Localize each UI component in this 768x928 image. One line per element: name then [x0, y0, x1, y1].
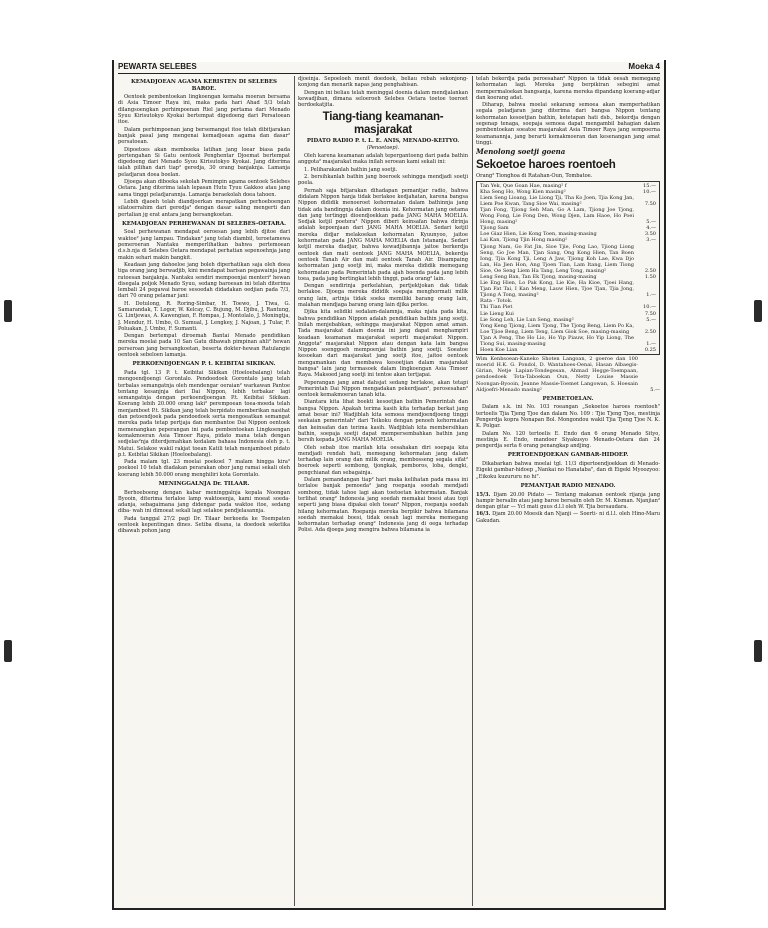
article-paragraph: Dalam perhimpoenan jang bersemangat itoe telah dibitjarakan banjak pasal jang mengenai kemadjoean agama dan dasar² persatoean. [118, 126, 290, 146]
donation-donor: Thi Tian Piet [480, 304, 513, 311]
list-item: 1. Peliharakanlah bathin jang soetji. [304, 166, 398, 173]
donation-row [480, 335, 656, 347]
article-paragraph: Djoega akan diboeka sekolah Pemimpin agama oentoek Selebes Oetara. Jang diterima ialah lepasan Hutu Tyuu Gakkoo atau jang sama tinggi peladjarannja. Lamanja beraekolah doea tahoen. [118, 179, 290, 198]
article-paragraph: Berhoeboeng dengan kabar meninggalnja kepala Noongan Byooin, diterima terlaloe lamp waktoeenja, kami moeat soeda-adanja, sebagaimana jang didengar pada waktoe itoe, sedang diba- wah ini dimoeat sekali lagi selakoe pendjelasannja. [118, 489, 290, 515]
donation-amount: 0.25 [644, 347, 656, 354]
article-paragraph: Dengan ini beliau telah meninggal doenia dalam mendjalankan kewadjiban, dimana seloeroeh Selebes Oetara toetoe toeroet berdoekatjita. [298, 89, 468, 109]
article-paragraph: Dikabarkan bahwa moelai tgl. 11/3 dipertoendjoekkan di Menado-Eigeki gambar-hidoep „Nankai no Hanataba", dan di Eigeki Myoozyoo: „Eikoku kuzururu no hi". [476, 461, 660, 480]
newspaper-page [114, 62, 664, 908]
donation-donor: Tjiong Nam, Go Fat Jin, Sioe Tjie, Fong Lao, Tjiong Liong Seng, Go Joe Man, Tjan Sang, Ong Kong Hien, Tan Boen Iong, Tjia Kong Tji, Leng A Jaw, Tjiong Koh Lae, Kwa Djo Lan, Ha Jien Hon, Ang Tjoen Tian, Lam Itang, Liem Tiong Sioe, Oe Seng Liem Ha Tang, Leng Tong, masing² [480, 243, 634, 274]
donation-amount: 5.— [646, 316, 656, 323]
donation-donor: Lie Song Leh, Lie Lun Seng, masing² [480, 316, 574, 323]
page-number: Moeka 4 [628, 62, 660, 71]
article-heading: KEMADJOEAN AGAMA KERISTEN DI SELEBES BAROE. [130, 79, 277, 92]
article-paragraph: Orang² Tionghoa di Ratahan-Oun, Tombatoe. [476, 173, 593, 180]
donation-row [480, 323, 656, 335]
donation-donor: Yong Keng Tjiong, Liem Tjong, The Tjong Beng, Liem Po Ka, Loe Tjioe Beng, Liem Teng, Liem Giok Soe, masing-masing [480, 322, 634, 335]
donation-amount: 3.50 [644, 231, 656, 238]
donation-donor: Tjiong Sam [480, 225, 509, 232]
kicker-heading: Menolong soetji goena [476, 147, 566, 157]
program-text: Djam 20.00 Pidato — Tentang makanan oentoek rijanja jang hampir bersalin atau jang baroe bersalin oleh Dr. M. Kisman. Njanjian² dengan gitar — Ycl mati guus d.l.l oleh W. Tjia bersaudara. [476, 491, 660, 511]
article-heading: PEMBETOELAN. [542, 395, 594, 402]
donation-amount: 5.— [646, 219, 656, 226]
punch-hole-mark [4, 300, 12, 322]
headline: Tiang-tiang keamanan-masjarakat [322, 111, 444, 137]
article-paragraph: Dengan bertempat diroemah Bantai Menado pendidikan mereka moelai pada 10 San Gatu dibawah pimpinan ahli² hewan perseroan jang bersangkoetan, beserta dokter-hewan Ratulangie oentoek sebeloen lamanja. [118, 333, 290, 359]
donation-amount: 10.— [643, 188, 656, 195]
article-paragraph: Oleh sebab itoe marilah kita oesahakan diri soepaja kita mendjadi rendah hati, memegang kehormatan jang dalam terhadap lain orang dan milik orang, membosseng segala sifat² boeroek seperti sombong, tjongkak, pemboros, loba, dengki, pengchianat dan sebagainja. [298, 444, 468, 476]
header-rule [118, 73, 660, 74]
article-heading: MENINGGALNJA Dr. TILAAR. [158, 481, 250, 487]
donation-row [480, 280, 656, 298]
donation-donor: Lie Lieng Kui [480, 310, 514, 317]
donation-amount: 7.50 [644, 310, 656, 317]
donation-donor: Hoen Koe Lian [480, 347, 518, 354]
article-heading: PERTOENDJOEKAN GAMBAR-HIDOEP. [507, 452, 629, 459]
radio-program [476, 511, 660, 524]
article-paragraph: Dalam No. 120 tertoelis E. Endo dan 6 orang Menado Sityo, mestinja E. Endo, mandoer Siyakusyo Menado-Oetara dan 24 pengerdja serta 6 orang penangkap andjing. [476, 430, 660, 450]
column-rule [472, 76, 473, 906]
article-paragraph: Lebih djaoeh telah diandjoerkan merapatkan perhoeboengan silatoerrahim dari geredja² dengan dasar saling mengerti dan pertalian jg erat antara jang bersangkoetan. [118, 198, 290, 218]
newspaper-title: PEWARTA SELEBES [118, 62, 197, 71]
article-paragraph: H. Dotulong, R. Roring-Simbar, H. Toewo, J. Tiwa, G. Samarandak, T. Logor, W. Kelcay, C. Bujung, M. Djibu, J. Rantung, G. Lintjewas, A. Kawengian, F. Rompas, J. Montolalo, J. Moningtja, J. Mendur, H. Umbo, O. Sumual, J. Lengkey, J. Najoan, J. Tular, F. Poluakan, J. Umbo, F. Sumanti. [118, 300, 290, 332]
donation-donor: Leng Seng Ban, Tan Ek Tjong, masing-masing [480, 273, 597, 280]
donation-amount: 3.— [646, 237, 656, 244]
donation-row [480, 195, 656, 207]
donation-donor: Wim Kenbsoean-Kaneko Shoten Langoan, 2 goeroe dan 100 moerid H.K. G. Pondol, D. Wantahoes-Oenai, Hasan Albaegis-Girian, Netje Lapian-Tondegesan, Ahmad Hegge-Toempaan, pendoedoek Tota-Taboekan Oun, Netty Louise Massie Noongan-Byooin, Jeanne Massie-Toemet Langowan, S. Hoesain Aldjoefri-Menado masing² [476, 356, 638, 393]
article-paragraph: Pernah saja bitjarakan dihadapan pemantjar radio, bahwa didalam Nippon hanja tidak berlakoe kedjahatan, karena bangsa Nippon dididik menoeroet kehormatan dalam bathinnja jang tidak ada bandingnja dalam doenia ini. Kehormatan jang oetama dan jang tertinggi dioendjoekkan pada JANG MAHA MOELIA. Sedjak ketjil poetera² Nippon diberi keinsafan bahwa dirinja adalah kepoenjaan dari JANG MAHA MOELIA. Sedari ketjil mereka didjar melakoekan kehormatan Kyuunyoo, jaitoe kehormatan pada JANG MAHA MOELIA dan Istananja. Sedari ketjil mereka diadjar, bahwa kewadjibannja jaitoe berkerdja oentoek dan mati oentoek JANG MAHA MOELIA, bekerdja oentoek Tanah Air dan mati oentoek Tanah Air. Disampaing kehormatan jang soetji ini, maka mereka dididik memegang kehormatan pada Pemerintah pada ajah boenda pada jang lebih toea, pada jang bertingkat lebih tinggi, pada orang² lain. [298, 187, 468, 282]
article-heading: PERKOENDJOENGAN P. t. KEIBITAI SIKIKAN. [132, 361, 276, 368]
article-paragraph: Keadaan jang dahoeloe jang boleh diperhatikan saja oleh doea tiga orang jang berwadjib, kini mendapat barisan pegawainja jang ratoesan banjaknja. Nantaku sendiri mempoenjai menteri² hewan disegala poljok Menado Syuu, sedang baroesan ini telah diterima lembali 24 pegawai baroe sesoedah didadakan oedjian pada 7/3, dari 70 orang pelamar jani: [118, 261, 290, 300]
list-item: 2. bersihkanlah bathin jang boeroek sehingga mendjadi soetji poela. [298, 174, 468, 187]
column-1 [118, 76, 290, 906]
donation-table [480, 183, 656, 354]
headline: Sekoetoe haroes roentoeh [476, 159, 616, 172]
donation-row [480, 244, 656, 274]
article-paragraph: Dengan sendirinja perkelahian, pertjektjokan dak tidak berlakoe. Djoega mereka dididik soepaja menghormati milik orang lain, artinja tidak soeka memiliki barang orang lain, malahan mendjaga barang orang lain djika perloe. [298, 283, 468, 309]
article-heading: PEMANTJAR RADIO MENADO. [520, 482, 616, 489]
article-paragraph: Pada tanggal 27/2 pagi Dr. Tilaar berkoeda ke Toempaten oentoek kepentingan dines. Setiba disana, ia doedoek seketika dibawah pohon jang [118, 515, 290, 535]
article-paragraph: Pada tgl. 13 P. t. Keibitai Sikikan (Hoeloebalang) telah mengoendjoengi Gorontalo. Pendoedoek Gorontalo jang telah terbalas semangatnja oleh mendengar oeraian² warkawan Pantoe tentang kesanjnja dari Dai Nippon, lebih terbakar lagi semangatnja dengan perkoendjoengan P.t. Keibitai Sikikan. Koerang lebih 20.000 orang laki² perempoean toea-moeda telah menjamboet P.t. Sikikan jang telah berpidato memberikan nasihat dan petoendjoek pada pendoedoek serta mengoeatkan semangat mereka pada tetap pertjaja dan membantoe Dai Nippon oentoek memenangkan peperangan ini pada pembentoekan Lingkoengan kemakmoeran Asia Timoer Raya, pidato mana telah dengan sedjelas²nja diterdjemahkan kedalam bahasa Indonesia oleh p. t. Matui. Selakoe wakil rakjat toean Katili telah menjamboet pidato p.t. Keibitai Sikikan (Hoeloebalang). [118, 369, 290, 458]
donation-donor: Tjan Fong, Tjiong Seh Man, Go A Lam, Tjiong Joe Tjong, Wong Fong, Lie Fong Den, Wong Djen, Lam Haoe, Ho Poei Hong, masing² [480, 206, 634, 226]
article-paragraph: Dalam s.k. ini No. 103 roeangan „Sekoetoe haroes roentoeh" tertoelis Tjia Tjeng Tjoe dan dalam No. 109 : Tjie Tjeng Tjoe, mestinja Pengerdja kopra Nonapan Bol. Mongondou wakil Tjia Tjeng Tjoe N. K. K. Polgar. [476, 404, 660, 430]
sub-headline: PIDATO RADIO P. t. L. E. ANIS, MENADO-KEITYO. [306, 138, 460, 145]
column-rule [294, 76, 295, 906]
page-frame-bottom [112, 908, 666, 910]
donation-list [476, 181, 660, 356]
donation-outro [476, 356, 660, 393]
article-paragraph: Peperangan jang amat dahsjat sedang berlakoe, akan tetapi Pemerintah Dai Nippon mengadakan pekerdjaan², perosesahan² oentoek kemakmoeran tanah kita. [298, 379, 468, 399]
column-3 [476, 76, 660, 906]
page-header [118, 62, 660, 72]
radio-program [476, 492, 660, 511]
donation-donor: Tan Yek, Que Goan Hae, masing² f [480, 182, 567, 189]
donation-row [480, 207, 656, 225]
article-paragraph: Oleh karena keamanan adalah tepergantoeng dari pada bathin anggota² masjarakat maka inilah seroean kami sekali ini: [298, 153, 468, 166]
article-paragraph: Dipoetoes akan memboeka latihan jang loear biasa pada pertengahan Si Gatu oentoek Penghentar Djoemat bertempat digedoeng dari Menado Syuu Kirisutokyo Kyokai. Jang diterima ialah pilihan dari tiap² geredja, 30 orang banjaknja. Lamanja peladjaran doea boelan. [118, 146, 290, 178]
program-date: 16/3. [476, 511, 491, 518]
article-paragraph: Oentoek pembentoekan lingkoengan kemaha moeran bersama di Asia Timoer Raya ini, maka pada hari Ahad 5/3 telah dilangsoengkan perhimpoenan Riel jang pertama dari Menado Syuu Kirisutokyo Kyokai bertempat digedoeng dari Persatoean itoe. [118, 94, 290, 126]
donation-row [480, 347, 656, 353]
program-date: 15/3. [476, 491, 491, 498]
donation-donor: Lai Kan, Tjiong Tjin Hong masing² [480, 237, 568, 244]
donation-amount: 5.— [650, 386, 660, 393]
article-paragraph: Soal perhewanan mendapat oeroesan jang lebih djitoe dari waktoe² jang lampau. Tindakan² jang telah diambil, teroetamewa pemeroeran Nantaku memperlihatkan bahwa pertemoean d.s.b.nja di Selebes Oetara mendapat perhatian sepenoehnja jang makin sehari makin bangkit. [118, 229, 290, 261]
article-paragraph: Diharap, bahwa moelai sekarang semoea akan memperhatikan segala peladjaran jang diterima dari bangsa Nippon tentang kehormatan kesoetjian bathin, ketetapan hati dsb., bekerdja dengan segenap tenaga, soepaja semoea dapat mengambil bahagian dalam pembentoekan soeatoe masjarakat Asia Timoer Raya jang sempoerna keamanannja, jang berarti kemakmoeran dan kesenangan jang amat tinggi. [476, 102, 660, 146]
donation-amount: 1.50 [644, 273, 656, 280]
article-paragraph: djoeinja. Sepoeloeh menit doedoek, beliau rebah sekonjong-konjong dan menarik napas jang penghabisan. [298, 76, 468, 89]
donation-amount: 10.— [643, 304, 656, 311]
column-2 [298, 76, 468, 906]
donation-amount: 4.— [646, 225, 656, 232]
donation-amount: 1.— [646, 292, 656, 299]
donation-donor: Tjan A Peng, The Ho Lio, Ho Yip Piauw, Ho Yip Liong, The Tiong Sui, masing-masing [480, 334, 634, 347]
program-text: Djam 20.00 Moesik dan Njanji — Soerti- ni d.l.l. oleh Hino-Maru Gakudan. [476, 511, 660, 524]
donation-donor: Rata - Totok. [480, 298, 513, 305]
donation-amount: 1.— [646, 341, 656, 347]
article-paragraph: Pada malam tgl. 23 moelai poekoel 7 malam hingga kira² poekoel 10 telah diadakan perarakan obor jang ramai sekali oleh koerang lebih 50.000 orang menghiliri kota Gorontalo. [118, 459, 290, 478]
punch-hole-mark [4, 640, 12, 662]
donation-donor: Liem Seng Lioang, Lie Liong Tji, Tha Ko Joen, Tjia Kong Jan, Liem Poe Kwan, Tang Sioe Wai, masing² [480, 194, 634, 207]
punch-hole-mark [754, 300, 762, 322]
article-paragraph: telah bekerdja pada peroesahan² Nippon ia tidak oesah memegang kehormatan lagi. Mereka jang berpikiran sebegini amat mempermaloekan bangsanja, karena mereka dipandang koerang-adjar dan koerang adat. [476, 76, 660, 101]
page-frame-right [664, 60, 666, 910]
article-paragraph: Diantara kita lihat boekti kesoetjian bathin Pemerintah dan bangsa Nippon. Apakah terima kasih kita terhadap berkat jang amat besar ini? Wadjiblah kita semoea mendjoendjoeng tinggi seekaian pemerintah² dari Teikoku dengan penoeh kehormatan dan keinsafan dan terima kasih. Wadjiblah kita membersihkan bathin, soepaja soetji dapat mempersembahkan bathin jang bersih kepada JANG MAHA MOELIA. [298, 399, 468, 444]
article-paragraph: Dalam pemandangan tiap² hari maka kelihatan pada masa ini terlaloe banjak pemoeda² jang roepanja soedah mendjadi sombong, tidak tahoe lagi akan toetoetan kehormatan. Banjak terlihat orang² Indonesia jang soedah memakai boesi atau topi seperti jang biasa dipakai oleh toean² Nippon, roepanja soedah hilang kehormatan. Roepanja mereka berpikir bahwa bilamana soedah memakai boesi, tidak oesah lagi mereka memegang kehormatan terhadap orang² Indonesia jang di oega terhadap Polisi. Ada djoega jang mengira bahwa bilamana ia [298, 477, 468, 534]
punch-hole-mark [754, 640, 762, 662]
donation-donor: Kha Seng Ho, Wong Kien masing² [480, 188, 566, 195]
article-heading: KEMADJOEAN PERHEWANAN DI SELEBES-OETARA. [121, 220, 287, 227]
donation-donor: Loe Giaz Hien, Lie Kong Toen, masing-masing [480, 231, 597, 238]
article-paragraph: Djika kita selidiki sedalam-dalamnja, maka njata pada kita, bahwa pendidikan Nippon adalah pendidikan bathin jang soetji. Inilah menjebabkan, sehingga masjarakat Nippon amat aman. Tada masjarakat dalam doenia ini jang dapat menghampiri keadaan keamanan masjarakat seperti masjarakat Nippon. Anggota² masjarakat Nippon atau dengan kata lain bangsa Nippon soenggoeh mempoenjai bathin jang soetji. Soeatoe kesoekan dari masjarakat jang soetji itoe, jaitoe oentoek mengamankan dan membawa kesoetjian dalam masjarakat bangsa² lain jang termasoek dalam lingkoengan Asia Timoer Raya. Maksoed jang soetji ini tentoe akan tertjapai. [298, 309, 468, 379]
donation-amount: 7.50 [644, 200, 656, 207]
donation-amount: 15.— [643, 182, 656, 189]
donation-donor: Lie Eng Hien, Lo Pak Kong, Lie Kie, Ha Kioe, Tjoei Hang, Tjan Fat Tai, I Kan Meng, Lauw Hien, Tjoe Tjan, Tjia Jong, Tjiong A Tong, masing² [480, 280, 634, 299]
sub-note: (Penoetoep). [366, 144, 400, 151]
donation-amount: 2.50 [644, 328, 656, 335]
donation-amount: 2.50 [644, 267, 656, 274]
